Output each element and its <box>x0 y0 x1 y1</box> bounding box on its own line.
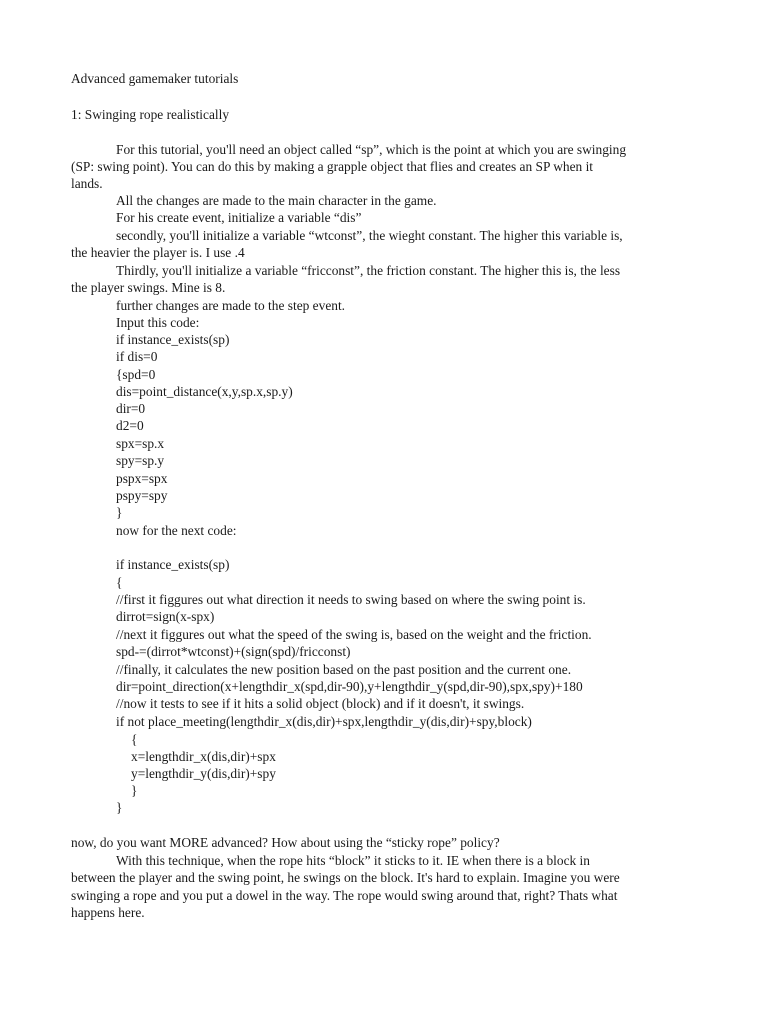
code-line: dir=point_direction(x+lengthdir_x(spd,dir-90),y+lengthdir_y(spd,dir-90),spx,spy)+180 <box>116 679 583 694</box>
code-line: spy=sp.y <box>116 453 165 468</box>
paragraph-line: Input this code: <box>116 315 200 330</box>
paragraph-line: the heavier the player is. I use .4 <box>71 245 245 260</box>
code-line: } <box>116 800 123 815</box>
paragraph-line: between the player and the swing point, he swings on the block. It's hard to explain. Imagine you were <box>71 870 620 885</box>
code-comment-line: //finally, it calculates the new position based on the past position and the current one. <box>116 662 572 677</box>
code-line: { <box>131 732 138 747</box>
section-heading: 1: Swinging rope realistically <box>71 107 230 122</box>
code-line: if not place_meeting(lengthdir_x(dis,dir)+spx,lengthdir_y(dis,dir)+spy,block) <box>116 714 532 729</box>
code-line: dir=0 <box>116 401 146 416</box>
code-line: dirrot=sign(x-spx) <box>116 609 215 624</box>
paragraph-line: For his create event, initialize a variable “dis” <box>116 210 362 225</box>
paragraph-line: now, do you want MORE advanced? How about using the “sticky rope” policy? <box>71 835 500 850</box>
code-line: } <box>116 505 123 520</box>
code-comment-line: //now it tests to see if it hits a solid object (block) and if it doesn't, it swings. <box>116 696 525 711</box>
code-line: spx=sp.x <box>116 436 165 451</box>
code-line: if instance_exists(sp) <box>116 332 230 347</box>
document-title: Advanced gamemaker tutorials <box>71 71 239 86</box>
code-line: spd-=(dirrot*wtconst)+(sign(spd)/fricconst) <box>116 644 351 659</box>
code-line: y=lengthdir_y(dis,dir)+spy <box>131 766 276 781</box>
code-line: x=lengthdir_x(dis,dir)+spx <box>131 749 276 764</box>
paragraph-line: For this tutorial, you'll need an object called “sp”, which is the point at which you are swinging <box>116 142 627 157</box>
paragraph-line: happens here. <box>71 905 145 920</box>
paragraph-line: further changes are made to the step event. <box>116 298 346 313</box>
code-line: d2=0 <box>116 418 144 433</box>
code-line: dis=point_distance(x,y,sp.x,sp.y) <box>116 384 293 399</box>
paragraph-line: swinging a rope and you put a dowel in the way. The rope would swing around that, right? Thats what <box>71 888 618 903</box>
code-comment-line: //first it figgures out what direction it needs to swing based on where the swing point is. <box>116 592 586 607</box>
code-line: if instance_exists(sp) <box>116 557 230 572</box>
code-line: } <box>131 783 138 798</box>
paragraph-line: now for the next code: <box>116 523 237 538</box>
paragraph-line: the player swings. Mine is 8. <box>71 280 226 295</box>
code-line: pspx=spx <box>116 471 168 486</box>
paragraph-line: (SP: swing point). You can do this by making a grapple object that flies and creates an SP when it <box>71 159 594 174</box>
paragraph-line: All the changes are made to the main character in the game. <box>116 193 437 208</box>
code-line: if dis=0 <box>116 349 158 364</box>
code-line: {spd=0 <box>116 367 156 382</box>
paragraph-line: Thirdly, you'll initialize a variable “fricconst”, the friction constant. The higher this is, the less <box>116 263 621 278</box>
code-line: pspy=spy <box>116 488 168 503</box>
code-line: { <box>116 575 123 590</box>
code-comment-line: //next it figgures out what the speed of the swing is, based on the weight and the friction. <box>116 627 592 642</box>
paragraph-line: With this technique, when the rope hits “block” it sticks to it. IE when there is a block in <box>116 853 590 868</box>
paragraph-line: lands. <box>71 176 103 191</box>
paragraph-line: secondly, you'll initialize a variable “wtconst”, the wieght constant. The higher this variable is, <box>116 228 623 243</box>
